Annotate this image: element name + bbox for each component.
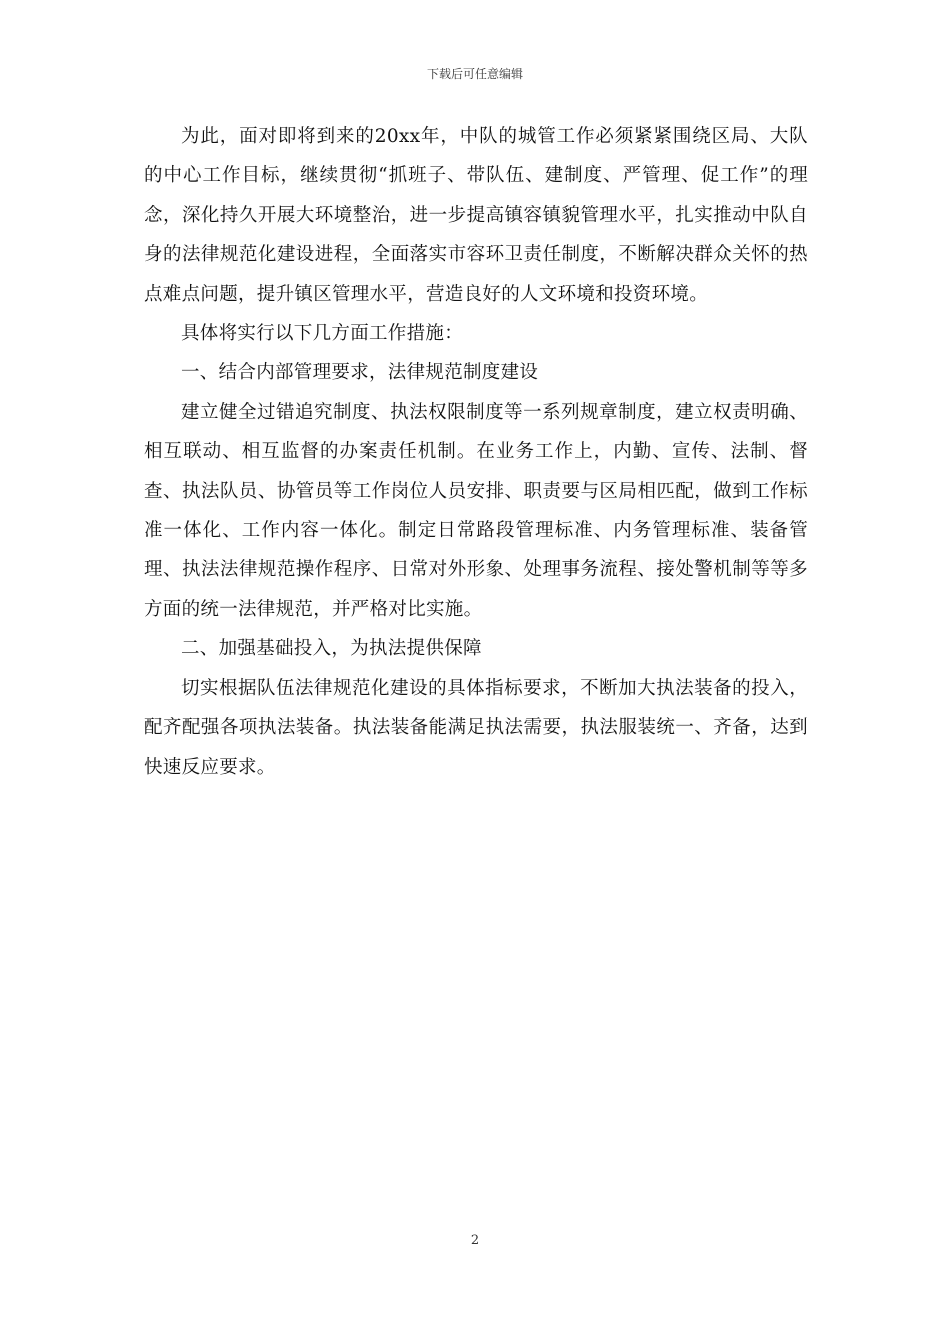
paragraph-measures-lead: 具体将实行以下几方面工作措施： xyxy=(181,323,464,345)
paragraph-intro: 为此，面对即将到来的20xx年，中队的城管工作必须紧紧围绕区局、大队的中心工作目标，继续贯彻“抓班子、带队伍、建制度、严管理、促工作”的理念，深化持久开展大环境整治，进一步提高镇容镇貌管理水平，扎实推动中队自身的法律规范化建设进程，全面落实市容环卫责任制度，不断解决群众关怀的热点难点问题，提升镇区管理水平，营造良好的人文环境和投资环境。 xyxy=(144,126,808,305)
document-body xyxy=(144,117,808,787)
section-heading-1: 一、结合内部管理要求，法律规范制度建设 xyxy=(181,362,539,384)
paragraph-section-2: 切实根据队伍法律规范化建设的具体指标要求，不断加大执法装备的投入，配齐配强各项执法装备。执法装备能满足执法需要，执法服装统一、齐备，达到快速反应要求。 xyxy=(144,677,808,778)
page-number: 2 xyxy=(470,1233,480,1248)
page-header: 下载后可任意编辑 xyxy=(426,67,523,81)
paragraph-section-1: 建立健全过错追究制度、执法权限制度等一系列规章制度，建立权责明确、相互联动、相互监督的办案责任机制。在业务工作上，内勤、宣传、法制、督查、执法队员、协管员等工作岗位人员安排、职责要与区局相匹配，做到工作标准一体化、工作内容一体化。制定日常路段管理标准、内务管理标准、装备管理、执法法律规范操作程序、日常对外形象、处理事务流程、接处警机制等等多方面的统一法律规范，并严格对比实施。 xyxy=(144,401,808,620)
section-heading-2: 二、加强基础投入，为执法提供保障 xyxy=(181,638,482,660)
